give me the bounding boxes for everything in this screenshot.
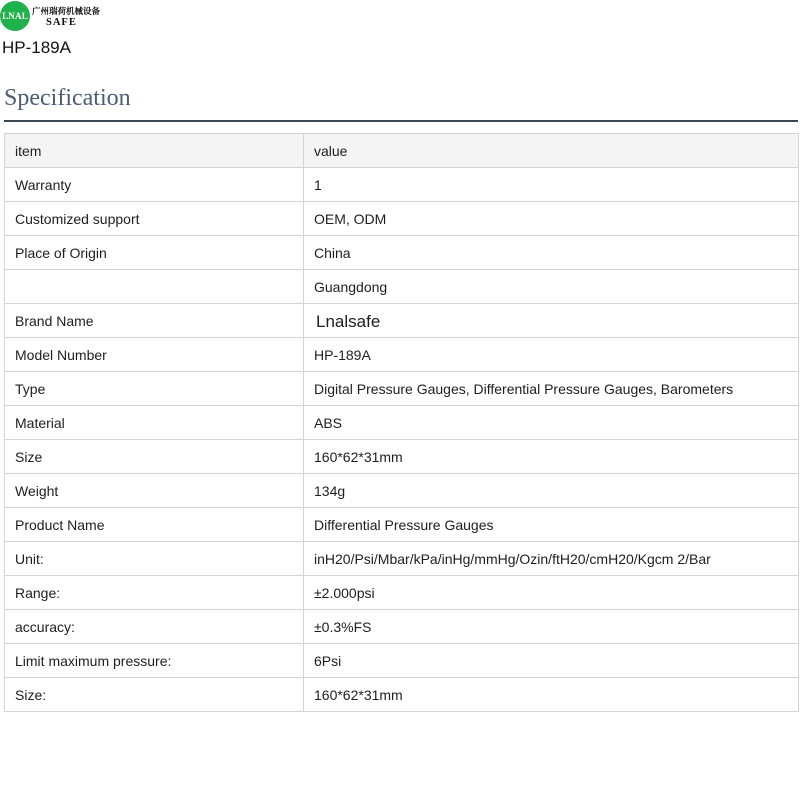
spec-value-cell: ABS <box>304 406 799 440</box>
spec-item-cell: Model Number <box>5 338 304 372</box>
spec-item-cell: Size: <box>5 678 304 712</box>
spec-item-cell: Brand Name <box>5 304 304 338</box>
spec-value-cell: Differential Pressure Gauges <box>304 508 799 542</box>
spec-value-cell: 6Psi <box>304 644 799 678</box>
spec-row-material <box>5 406 799 440</box>
spec-row-size-2 <box>5 678 799 712</box>
spec-value-cell: OEM, ODM <box>304 202 799 236</box>
spec-row-warranty <box>5 168 799 202</box>
spec-item-cell: Size <box>5 440 304 474</box>
spec-value-cell: Guangdong <box>304 270 799 304</box>
spec-row-limit-maximum-pressure <box>5 644 799 678</box>
spec-item-cell: accuracy: <box>5 610 304 644</box>
logo-brand-text: SAFE <box>46 17 77 28</box>
spec-item-cell: Product Name <box>5 508 304 542</box>
logo <box>0 0 110 32</box>
spec-value-cell: Lnalsafe <box>304 304 799 338</box>
spec-header-value: value <box>304 134 799 168</box>
spec-value-cell: 1 <box>304 168 799 202</box>
spec-header-item: item <box>5 134 304 168</box>
spec-row-brand-name <box>5 304 799 338</box>
spec-item-cell: Unit: <box>5 542 304 576</box>
spec-value-cell: HP-189A <box>304 338 799 372</box>
product-model-title: HP-189A <box>2 38 71 57</box>
spec-row-place-of-origin-region <box>5 270 799 304</box>
spec-item-cell: Place of Origin <box>5 236 304 270</box>
spec-value-cell: 160*62*31mm <box>304 678 799 712</box>
spec-row-place-of-origin <box>5 236 799 270</box>
spec-value-cell: ±0.3%FS <box>304 610 799 644</box>
spec-item-cell: Customized support <box>5 202 304 236</box>
spec-row-product-name <box>5 508 799 542</box>
spec-item-cell: Type <box>5 372 304 406</box>
spec-value-cell: Digital Pressure Gauges, Differential Pressure Gauges, Barometers <box>304 372 799 406</box>
spec-item-cell: Warranty <box>5 168 304 202</box>
spec-value-cell: China <box>304 236 799 270</box>
spec-item-cell: Limit maximum pressure: <box>5 644 304 678</box>
spec-row-type <box>5 372 799 406</box>
spec-item-cell <box>5 270 304 304</box>
spec-row-accuracy <box>5 610 799 644</box>
spec-row-model-number <box>5 338 799 372</box>
section-title: Specification <box>4 85 131 111</box>
spec-row-range <box>5 576 799 610</box>
section-divider <box>4 120 798 122</box>
logo-badge <box>0 1 30 31</box>
spec-item-cell: Weight <box>5 474 304 508</box>
spec-row-customized-support <box>5 202 799 236</box>
spec-value-cell: inH20/Psi/Mbar/kPa/inHg/mmHg/Ozin/ftH20/cmH20/Kgcm 2/Bar <box>304 542 799 576</box>
spec-row-unit <box>5 542 799 576</box>
spec-value-cell: ±2.000psi <box>304 576 799 610</box>
spec-row-size <box>5 440 799 474</box>
logo-badge-text: LNAL <box>2 11 28 21</box>
spec-value-cell: 160*62*31mm <box>304 440 799 474</box>
spec-table <box>4 133 799 712</box>
spec-row-weight <box>5 474 799 508</box>
spec-value-cell: 134g <box>304 474 799 508</box>
spec-item-cell: Material <box>5 406 304 440</box>
logo-company-name: 广州瑞荷机械设备 <box>32 7 101 17</box>
spec-table-header-row <box>5 134 799 168</box>
spec-item-cell: Range: <box>5 576 304 610</box>
